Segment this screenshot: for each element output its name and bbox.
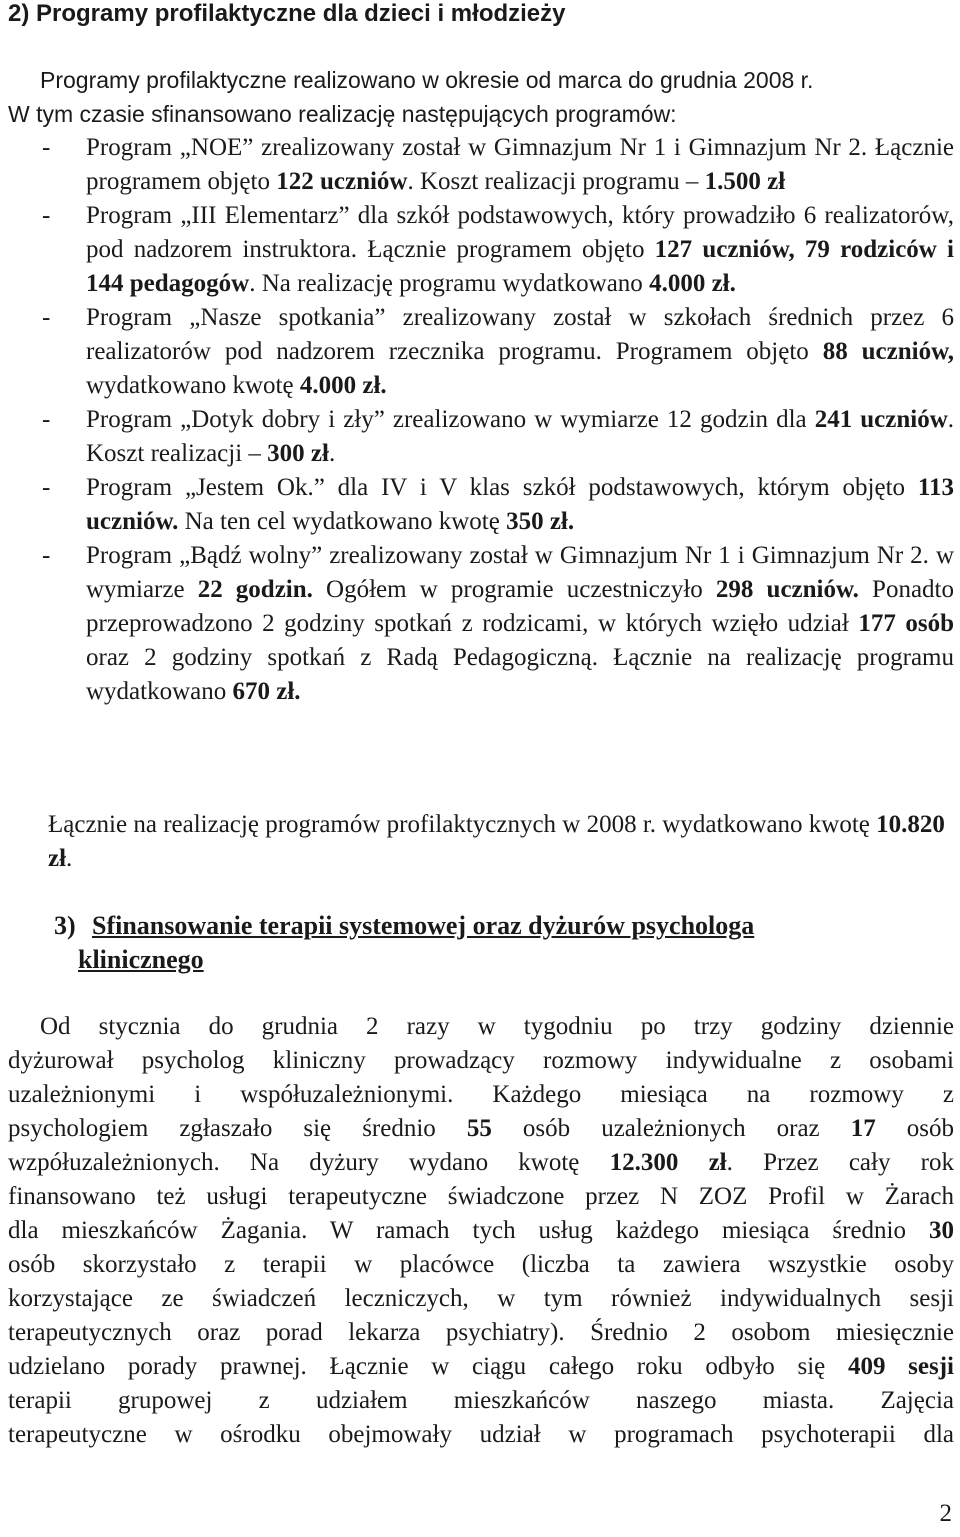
paragraph-bold: 30	[929, 1217, 954, 1244]
paragraph-text: terapii grupowej z udziałem mieszkańców naszego miasta. Zajęcia	[8, 1387, 954, 1414]
item-text: Na ten cel wydatkowano kwotę	[178, 508, 507, 535]
summary-text: Łącznie na realizację programów profilaktycznych w 2008 r. wydatkowano kwotę	[48, 811, 877, 838]
paragraph-text: psychologiem zgłaszało się średnio	[8, 1115, 467, 1142]
item-bold: 241 uczniów	[814, 406, 948, 433]
section-3-title-line-1: Sfinansowanie terapii systemowej oraz dyżurów psychologa	[92, 911, 755, 940]
item-text: Ponadto przeprowadzono 2 godziny spotkań z rodzicami, w których wzięło udział	[86, 576, 954, 637]
item-bold: 350 zł.	[506, 508, 575, 535]
paragraph-bold: 12.300 zł	[609, 1149, 727, 1176]
paragraph-text: terapeutycznych oraz porad lekarza psychiatry). Średnio 2 osobom miesięcznie	[8, 1319, 954, 1346]
item-bold: 113 uczniów.	[86, 474, 954, 535]
item-bold: 88 uczniów,	[822, 338, 955, 365]
paragraph-text: dyżurował psycholog kliniczny prowadzący rozmowy indywidualne z osobami	[8, 1047, 954, 1074]
paragraph-text: osób skorzystało z terapii w placówce (liczba ta zawiera wszystkie osoby	[8, 1251, 954, 1278]
paragraph-text: . Przez cały rok	[726, 1149, 954, 1176]
item-text: Program „Bądź wolny” zrealizowany został w Gimnazjum Nr 1 i Gimnazjum Nr 2. w wymiarze	[86, 542, 954, 603]
paragraph-text: dla mieszkańców Żagania. W ramach tych usług każdego miesiąca średnio	[8, 1217, 929, 1244]
paragraph-text: finansowano też usługi terapeutyczne świadczone przez N ZOZ Profil w Żarach	[8, 1183, 954, 1210]
intro-line-2: W tym czasie sfinansowano realizację następujących programów:	[8, 101, 677, 127]
program-item-elementarz	[8, 199, 954, 301]
item-bold: 298 uczniów.	[715, 576, 859, 603]
paragraph-text: Od stycznia do grudnia 2 razy w tygodniu po trzy godziny dziennie	[40, 1013, 954, 1040]
section-3-heading	[54, 909, 894, 977]
summary-text: .	[66, 845, 73, 872]
paragraph-line	[8, 1282, 954, 1316]
item-text: wydatkowano kwotę	[86, 372, 300, 399]
item-text: . Koszt realizacji programu –	[407, 168, 705, 195]
item-text: oraz 2 godziny spotkań z Radą Pedagogiczną. Łącznie na realizację programu wydatkowano	[86, 644, 954, 705]
paragraph-text: udzielano porady prawnej. Łącznie w ciągu całego roku odbyło się	[8, 1353, 848, 1380]
item-bold: 1.500 zł	[704, 168, 786, 195]
program-item-noe	[8, 131, 954, 199]
list-dash: -	[42, 474, 51, 501]
paragraph-line	[8, 1146, 954, 1180]
paragraph-line	[8, 1180, 954, 1214]
paragraph-line	[8, 1214, 954, 1248]
paragraph-text: terapeutyczne w ośrodku obejmowały udział w programach psychoterapii dla	[8, 1421, 954, 1448]
paragraph-line	[8, 1044, 954, 1078]
list-dash: -	[42, 406, 51, 433]
list-dash: -	[42, 542, 51, 569]
section-2-summary	[48, 808, 954, 876]
list-dash: -	[42, 202, 51, 229]
item-bold: 122 uczniów	[276, 168, 408, 195]
section-2-heading: 2) Programy profilaktyczne dla dzieci i młodzieży	[8, 0, 566, 27]
paragraph-bold: 409 sesji	[847, 1353, 954, 1380]
item-bold: 127 uczniów, 79 rodziców i 144 pedagogów	[86, 236, 954, 297]
paragraph-bold: 55	[466, 1115, 492, 1142]
program-item-nasze-spotkania	[8, 301, 954, 403]
item-text: Program „Dotyk dobry i zły” zrealizowano w wymiarze 12 godzin dla	[86, 406, 815, 433]
paragraph-line	[8, 1384, 954, 1418]
section-3-paragraph	[8, 1010, 954, 1452]
paragraph-text: wzpółuzależnionych. Na dyżury wydano kwotę	[8, 1149, 610, 1176]
item-text: .	[328, 440, 336, 467]
item-bold: 300 zł	[267, 440, 329, 467]
item-text: . Koszt realizacji –	[86, 406, 954, 467]
item-bold: 670 zł.	[232, 678, 301, 705]
item-text: . Na realizację programu wydatkowano	[249, 270, 650, 297]
section-3-title-line-2: klinicznego	[78, 945, 204, 974]
paragraph-text: osób	[875, 1115, 954, 1142]
paragraph-line	[8, 1418, 954, 1452]
paragraph-line	[8, 1010, 954, 1044]
paragraph-line	[8, 1248, 954, 1282]
item-bold: 22 godzin.	[197, 576, 313, 603]
paragraph-line	[8, 1078, 954, 1112]
paragraph-text: korzystające ze świadczeń leczniczych, w tym również indywidualnych sesji	[8, 1285, 954, 1312]
item-text: Ogółem w programie uczestniczyło	[312, 576, 716, 603]
item-text: Program „NOE” zrealizowany został w Gimnazjum Nr 1 i Gimnazjum Nr 2. Łącznie programem objęto	[86, 134, 954, 195]
program-list	[8, 131, 954, 709]
program-item-dotyk	[8, 403, 954, 471]
intro-line-1: Programy profilaktyczne realizowano w okresie od marca do grudnia 2008 r.	[40, 67, 814, 93]
program-item-jestem-ok	[8, 471, 954, 539]
item-text: Program „Nasze spotkania” zrealizowany został w szkołach średnich przez 6 realizatorów pod nadzorem rzecznika programu. Programem objęto	[86, 304, 954, 365]
paragraph-line	[8, 1350, 954, 1384]
item-text: Program „III Elementarz” dla szkół podstawowych, który prowadziło 6 realizatorów, pod nadzorem instruktora. Łącznie programem objęto	[86, 202, 954, 263]
item-bold: 4.000 zł.	[649, 270, 736, 297]
summary-total: 10.820 zł	[48, 811, 945, 872]
page-number: 2	[939, 1500, 952, 1527]
list-dash: -	[42, 304, 51, 331]
section-2-intro	[8, 63, 954, 131]
paragraph-text: uzależnionymi i współuzależnionymi. Każdego miesiąca na rozmowy z	[8, 1081, 954, 1108]
item-bold: 177 osób	[858, 610, 954, 637]
paragraph-text: osób uzależnionych oraz	[491, 1115, 851, 1142]
paragraph-bold: 17	[850, 1115, 876, 1142]
item-bold: 4.000 zł.	[299, 372, 387, 399]
paragraph-line	[8, 1316, 954, 1350]
paragraph-line	[8, 1112, 954, 1146]
program-item-badz-wolny	[8, 539, 954, 709]
item-text: Program „Jestem Ok.” dla IV i V klas szkół podstawowych, którym objęto	[86, 474, 918, 501]
section-3-number: 3)	[54, 911, 76, 940]
list-dash: -	[42, 134, 51, 161]
